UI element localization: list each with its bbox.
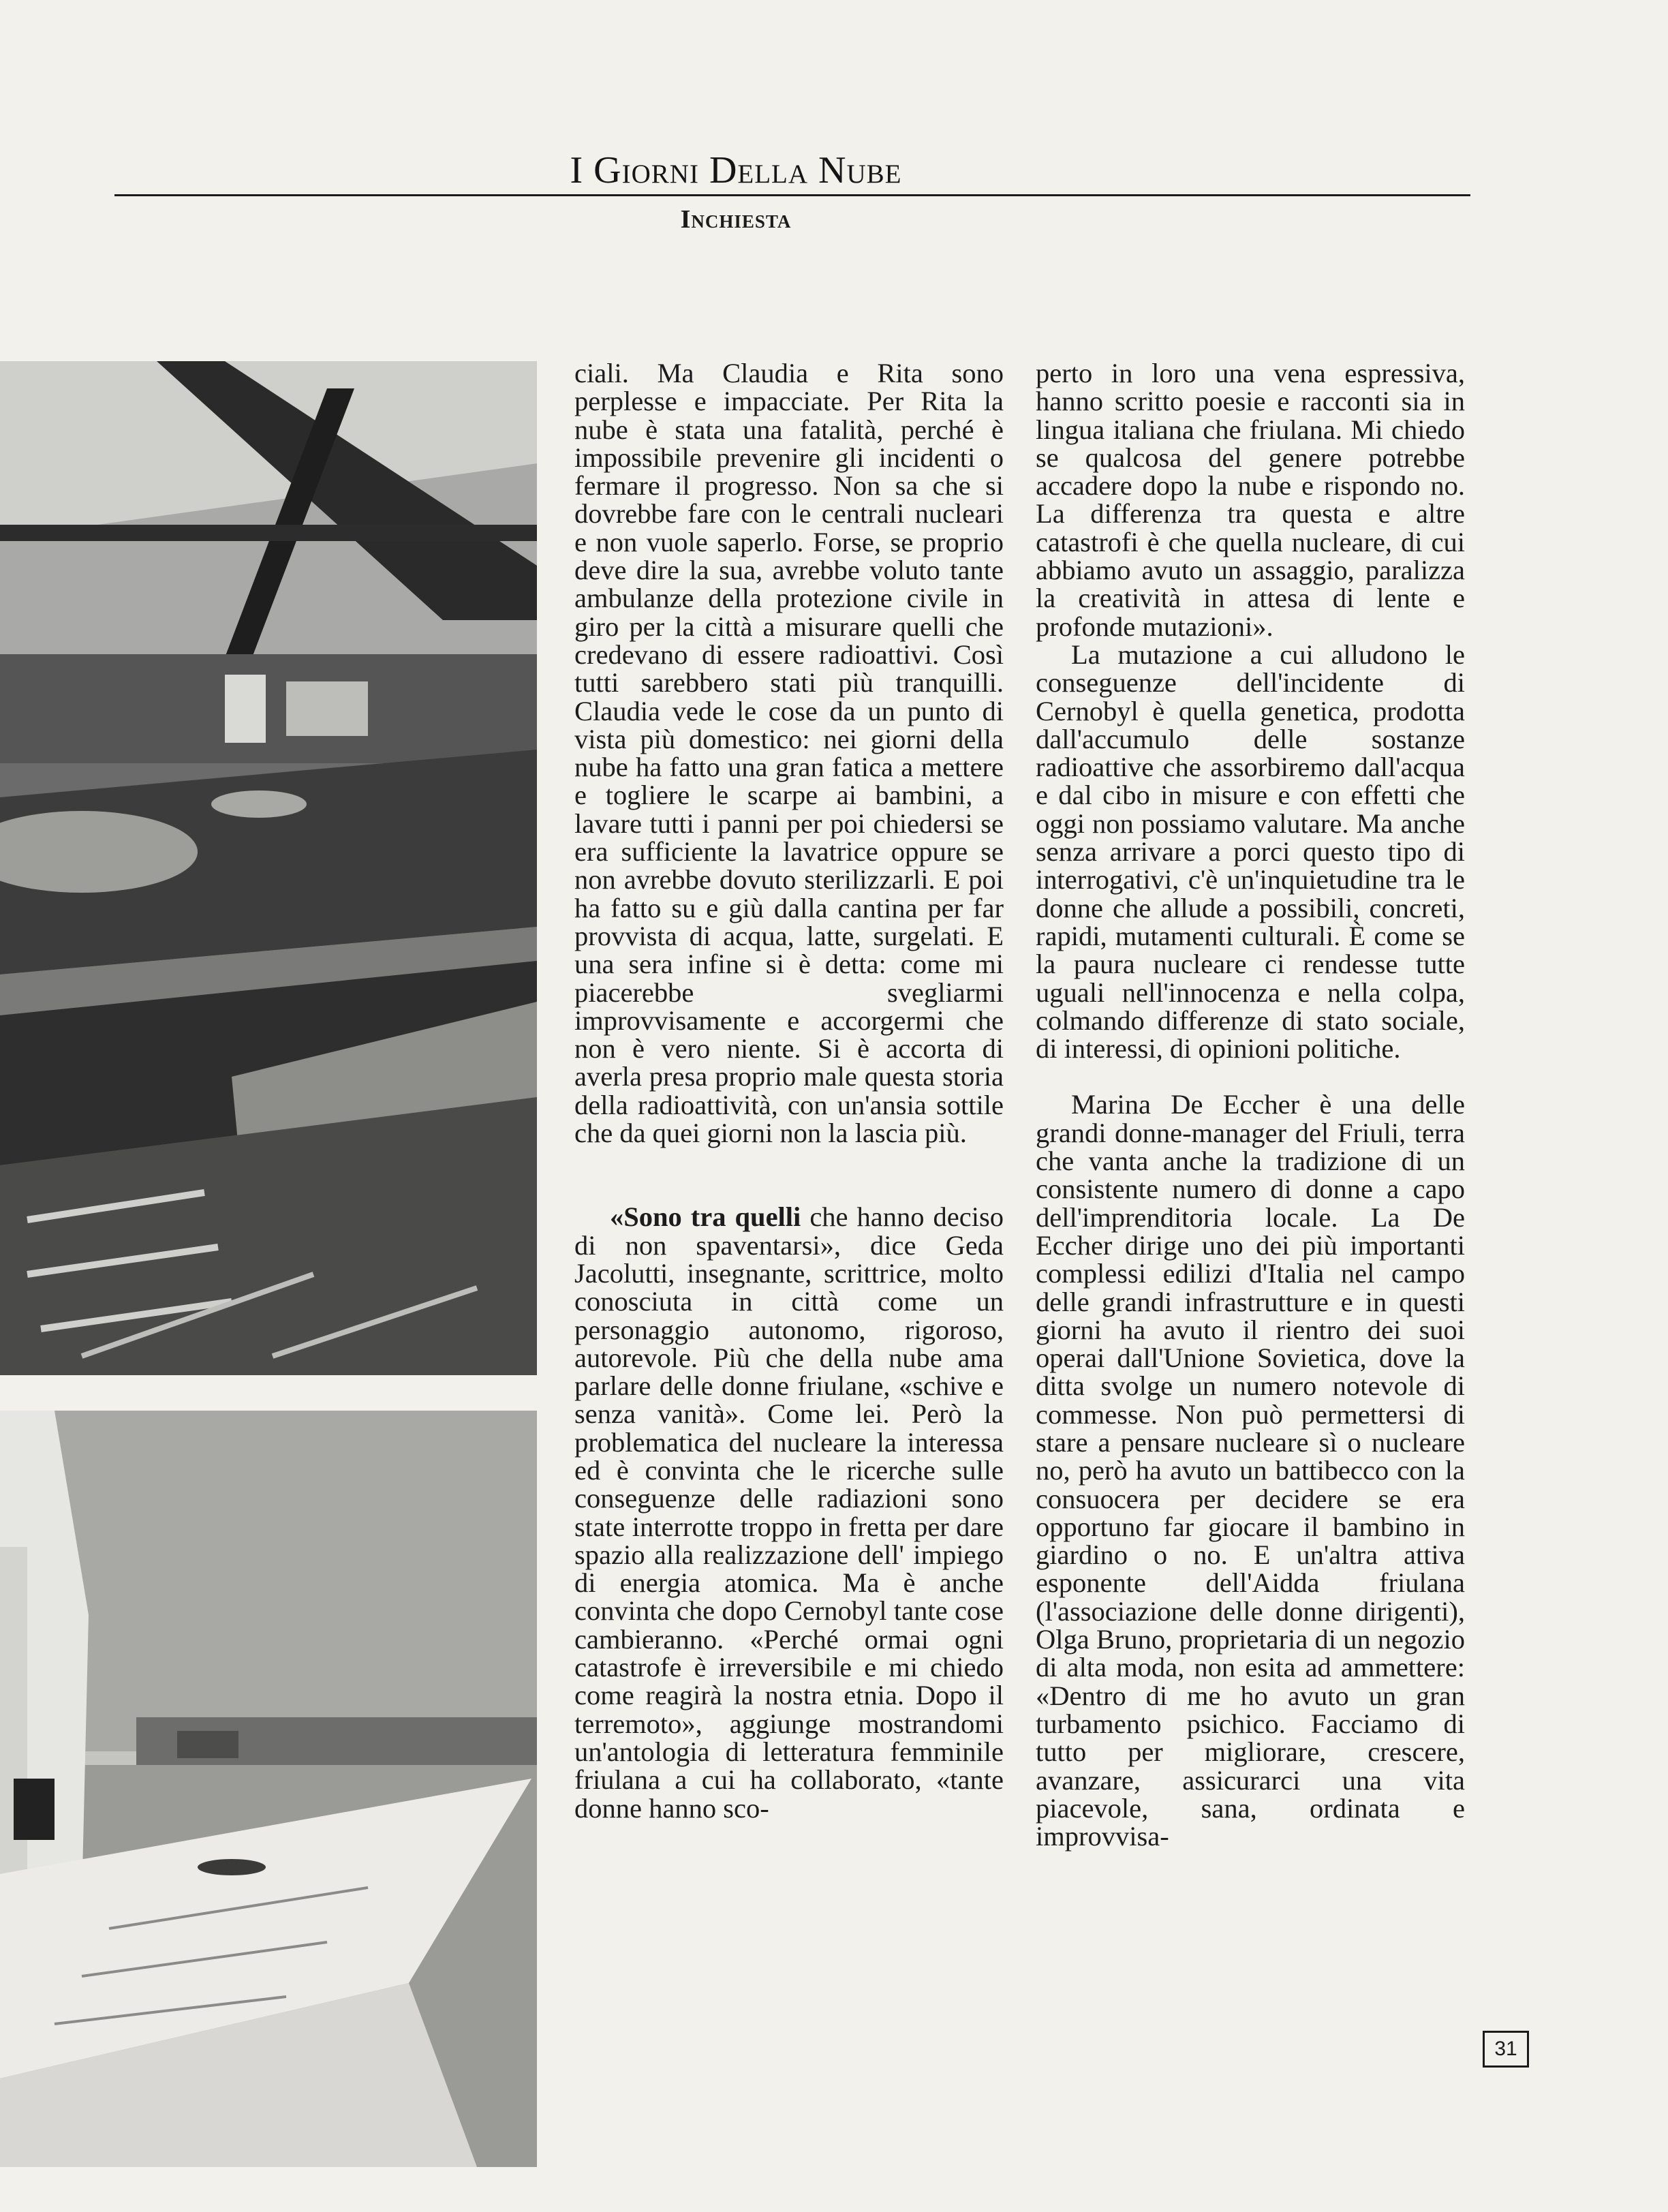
paragraph: Marina De Eccher è una delle grandi donne-manager del Friuli, terra che vanta anche la tradizione di un consistente numero di donne a capo dell'imprenditoria locale. La De Eccher dirige uno dei più importanti complessi edilizi d'Italia nel campo delle grandi infrastrutture e in questi giorni ha avuto il rientro dei suoi operai dall'Unione Sovietica, dove la ditta svolge un numero notevole di commesse. Non può permettersi di stare a pensare nucleare sì o nucleare no, però ha avuto un battibecco con la consuocera per decidere se era opportuno far giocare il bambino in giardino o no. E un'altra attiva esponente dell'Aidda friulana (l'associazione delle donne dirigenti), Olga Bruno, proprietaria di un negozio di alta moda, non esita ad ammettere: «Dentro di me ho avuto un gran turbamento psichico. Facciamo di tutto per migliorare, crescere, avanzare, assicurarci una vita piacevole, sana, ordinata e improvvisa- <box>1036 1089 1465 1852</box>
page-number: 31 <box>1483 2031 1529 2068</box>
photo-person-with-map <box>0 1411 537 2167</box>
text-column-1 <box>574 359 1004 1822</box>
header-rule <box>114 194 1470 196</box>
running-title: I Giorni Della Nube <box>570 149 902 191</box>
paragraph: La mutazione a cui alludono le conseguenze dell'incidente di Cernobyl è quella genetica, prodotta dall'accumulo delle sostanze radioattive che assorbiremo dall'acqua e dal cibo in misure e con effetti che oggi non possiamo valutare. Ma anche senza arrivare a porci questo tipo di interrogativi, c'è un'inquietudine tra le donne che allude a possibili, concreti, rapidi, mutamenti culturali. È come se la paura nucleare ci rendesse tutte uguali nell'innocenza e nella colpa, colmando differenze di stato sociale, di interessi, di opinioni politiche. <box>1036 639 1465 1064</box>
paragraph: perto in loro una vena espressiva, hanno scritto poesie e racconti sia in lingua italiana che friulana. Mi chiedo se qualcosa del genere potrebbe accadere dopo la nube e rispondo no. La differenza tra questa e altre catastrofi è che quella nucleare, di cui abbiamo avuto un assaggio, paralizza la creatività in attesa di lente e profonde mutazioni». <box>1036 358 1465 642</box>
paragraph <box>574 1203 1004 1822</box>
photo-market-stalls-image <box>0 361 537 1375</box>
lead-in: «Sono tra quelli <box>610 1201 801 1233</box>
section-label: Inchiesta <box>680 205 792 234</box>
photo-market-stalls <box>0 361 537 1375</box>
paragraph: ciali. Ma Claudia e Rita sono perplesse e impacciate. Per Rita la nube è stata una fatalità, perché è impossibile prevenire gli incidenti o fermare il progresso. Non sa che si dovrebbe fare con le centrali nucleari e non vuole saperlo. Forse, se proprio deve dire la sua, avrebbe voluto tante ambulanze della protezione civile in giro per la città a misurare quelli che credevano di essere radioattivi. Così tutti sarebbero stati più tranquilli. Claudia vede le cose da un punto di vista più domestico: nei giorni della nube ha fatto una gran fatica a mettere e togliere le scarpe ai bambini, a lavare tutti i panni per poi chiedersi se era sufficiente la lavatrice oppure se non avrebbe dovuto sterilizzarli. E poi ha fatto su e giù dalla cantina per far provvista di acqua, latte, surgelati. E una sera infine si è detta: come mi piacerebbe svegliarmi improvvisamente e accorgermi che non è vero niente. Si è accorta di averla presa proprio male questa storia della radioattività, con un'ansia sottile che da quei giorni non la lascia più. <box>574 358 1004 1149</box>
photo-person-with-map-image <box>0 1411 537 2167</box>
paragraph-text: che hanno deciso di non spaventarsi», dice Geda Jacolutti, insegnante, scrittrice, molto conosciuta in città come un personaggio autonomo, rigoroso, autorevole. Più che della nube ama parlare delle donne friulane, «schive e senza vanità». Come lei. Però la problematica del nucleare la interessa ed è convinta che le ricerche sulle conseguenze delle radiazioni sono state interrotte troppo in fretta per dare spazio alla realizzazione dell' impiego di energia atomica. Ma è anche convinta che dopo Cernobyl tante cose cambieranno. «Perché ormai ogni catastrofe è irreversibile e mi chiedo come reagirà la nostra etnia. Dopo il terremoto», aggiunge mostrandomi un'antologia di letteratura femminile friulana a cui ha collaborato, «tante donne hanno sco- <box>574 1201 1004 1824</box>
text-column-2 <box>1036 359 1465 1850</box>
